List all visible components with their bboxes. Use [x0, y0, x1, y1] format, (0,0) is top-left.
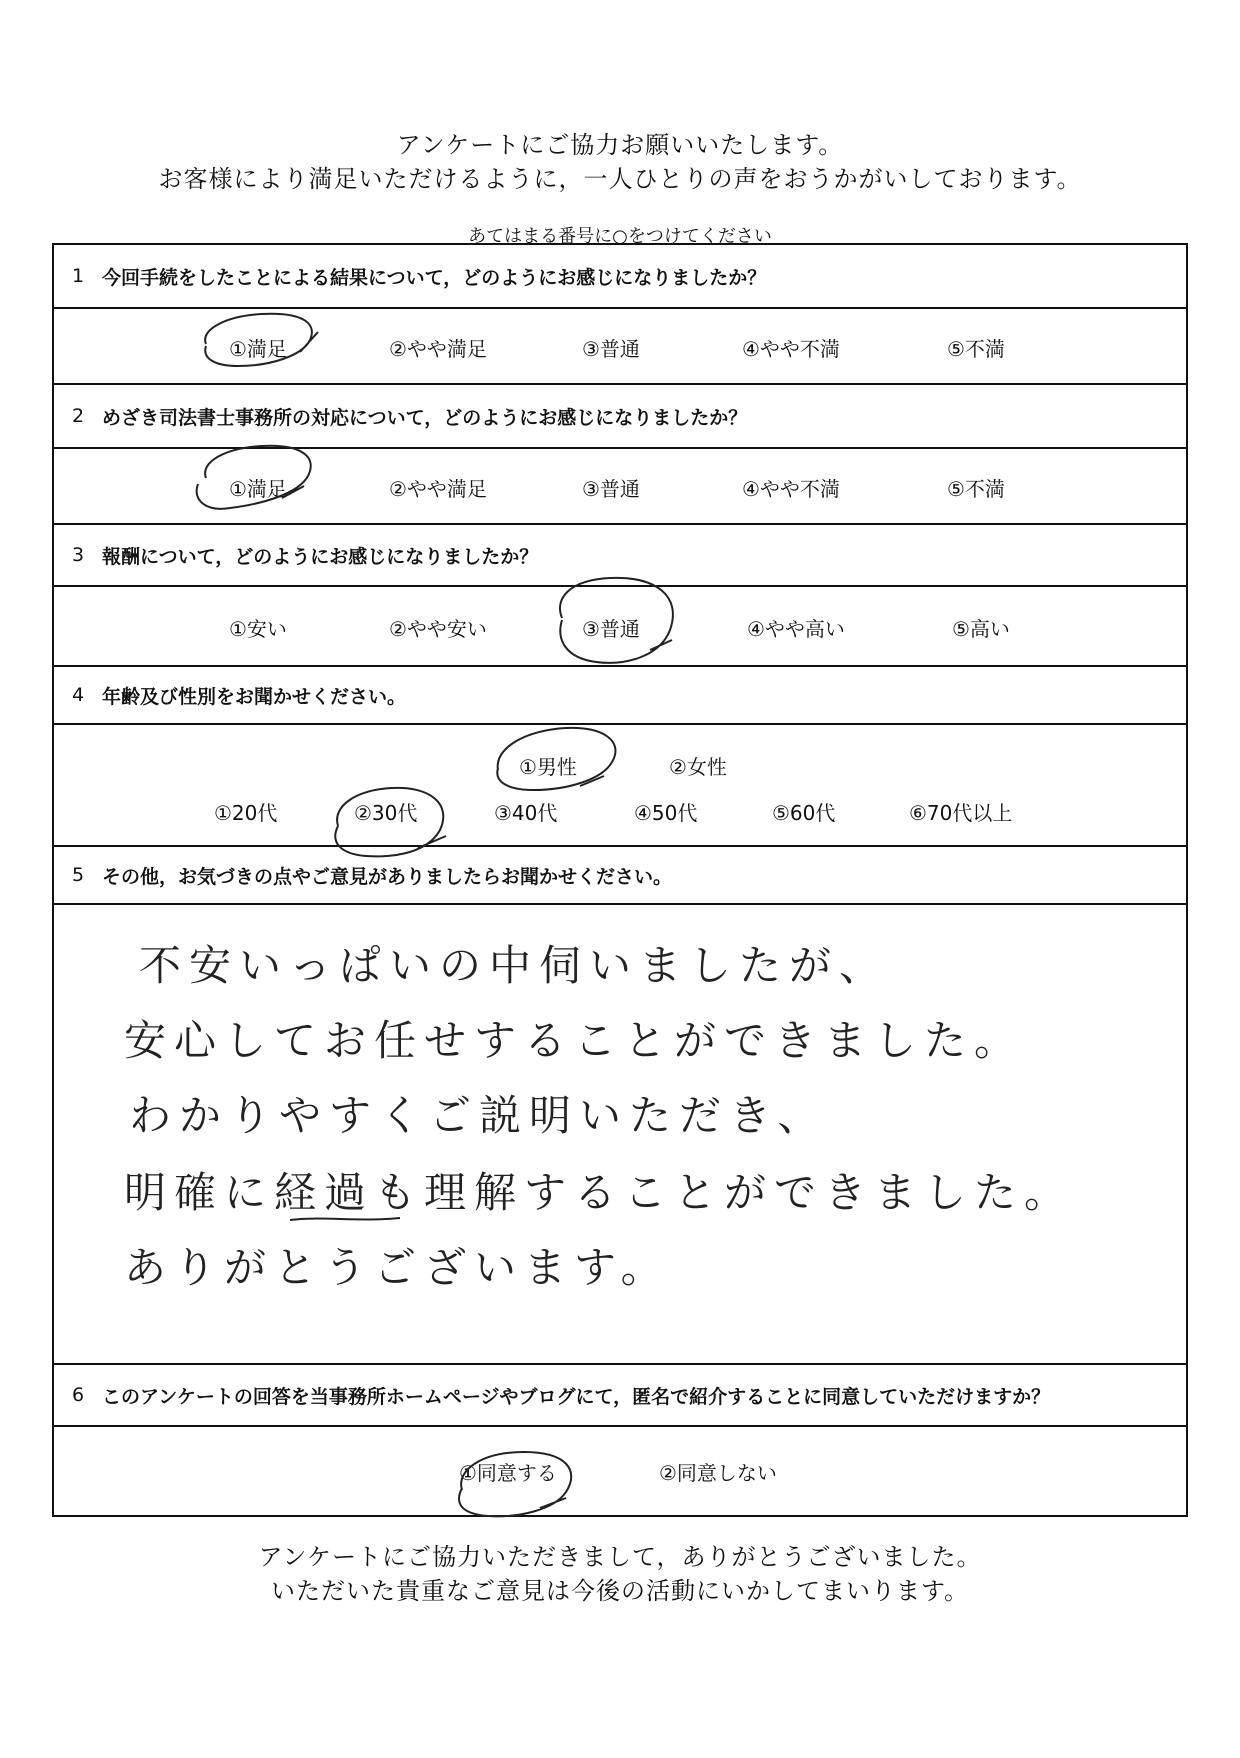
- footer-line-2: いただいた貴重なご意見は今後の活動にいかしてまいります。: [270, 1577, 970, 1605]
- handwritten-line-3: わかりやすくご説明いただき、: [129, 1091, 828, 1140]
- gender-option-1[interactable]: ①男性: [519, 755, 577, 779]
- answers-3: [54, 587, 1186, 667]
- header-line-2: お客様により満足いただけるように，一人ひとりの声をおうかがいしております。: [158, 165, 1082, 193]
- q3-option-3[interactable]: ③普通: [582, 617, 640, 641]
- question-1: [54, 245, 1186, 309]
- survey-form: [52, 243, 1188, 1517]
- q3-option-1[interactable]: ①安い: [229, 617, 287, 641]
- age-option-1[interactable]: ①20代: [214, 801, 278, 825]
- question-text: このアンケートの回答を当事務所ホームページやブログにて，匿名で紹介することに同意していただけますか？: [102, 1385, 1051, 1408]
- q3-option-4[interactable]: ④やや高い: [747, 617, 845, 641]
- question-number: 2: [71, 405, 85, 427]
- question-number: 5: [71, 864, 85, 886]
- q2-option-1[interactable]: ①満足: [229, 477, 287, 501]
- footer-line-1: アンケートにご協力いただきまして，ありがとうございました。: [258, 1543, 982, 1571]
- question-number: 4: [71, 684, 85, 706]
- answers-2: [54, 449, 1186, 525]
- answers-4: [54, 725, 1186, 847]
- age-option-3[interactable]: ③40代: [494, 801, 558, 825]
- question-3: [54, 525, 1186, 587]
- handwritten-line-2: 安心してお任せすることができました。: [124, 1016, 1025, 1065]
- question-2: [54, 385, 1186, 449]
- question-number: 6: [71, 1384, 85, 1406]
- q2-option-4[interactable]: ④やや不満: [742, 477, 840, 501]
- q3-option-5[interactable]: ⑤高い: [952, 617, 1010, 641]
- age-option-5[interactable]: ⑤60代: [772, 801, 836, 825]
- question-text: めざき司法書士事務所の対応について，どのようにお感じになりましたか？: [102, 406, 748, 429]
- question-number: 1: [71, 265, 85, 287]
- q1-option-3[interactable]: ③普通: [582, 337, 640, 361]
- q2-option-2[interactable]: ②やや満足: [389, 477, 487, 501]
- handwritten-line-4: 明確に経過も理解することができました。: [124, 1168, 1075, 1217]
- age-option-2[interactable]: ②30代: [354, 801, 418, 825]
- answers-1: [54, 309, 1186, 385]
- header-line-1: アンケートにご協力お願いいたします。: [396, 131, 844, 159]
- q3-option-2[interactable]: ②やや安い: [389, 617, 487, 641]
- question-text: 報酬について，どのようにお感じになりましたか？: [102, 545, 539, 568]
- instruction: あてはまる番号に○をつけてください: [468, 226, 772, 247]
- answers-6: [54, 1427, 1186, 1515]
- question-4: [54, 667, 1186, 725]
- q2-option-5[interactable]: ⑤不満: [947, 477, 1005, 501]
- q6-option-1[interactable]: ①同意する: [459, 1461, 557, 1485]
- question-5: [54, 847, 1186, 905]
- question-text: 年齢及び性別をお聞かせください。: [102, 685, 407, 708]
- age-option-6[interactable]: ⑥70代以上: [909, 801, 1013, 825]
- q1-option-2[interactable]: ②やや満足: [389, 337, 487, 361]
- question-6: [54, 1365, 1186, 1427]
- q1-option-5[interactable]: ⑤不満: [947, 337, 1005, 361]
- answers-5: [54, 905, 1186, 1365]
- q2-option-3[interactable]: ③普通: [582, 477, 640, 501]
- handwritten-line-1: 不安いっぱいの中伺いましたが、: [139, 941, 890, 990]
- question-text: その他，お気づきの点やご意見がありましたらお聞かせください。: [102, 865, 673, 888]
- question-text: 今回手続をしたことによる結果について，どのようにお感じになりましたか？: [102, 266, 767, 289]
- gender-option-2[interactable]: ②女性: [669, 755, 727, 779]
- q6-option-2[interactable]: ②同意しない: [659, 1461, 777, 1485]
- handwritten-line-5: ありがとうございます。: [124, 1243, 671, 1292]
- age-option-4[interactable]: ④50代: [634, 801, 698, 825]
- question-number: 3: [71, 544, 85, 566]
- survey-header: [0, 128, 1240, 196]
- survey-footer: [0, 1540, 1240, 1608]
- q1-option-4[interactable]: ④やや不満: [742, 337, 840, 361]
- q1-option-1[interactable]: ①満足: [229, 337, 287, 361]
